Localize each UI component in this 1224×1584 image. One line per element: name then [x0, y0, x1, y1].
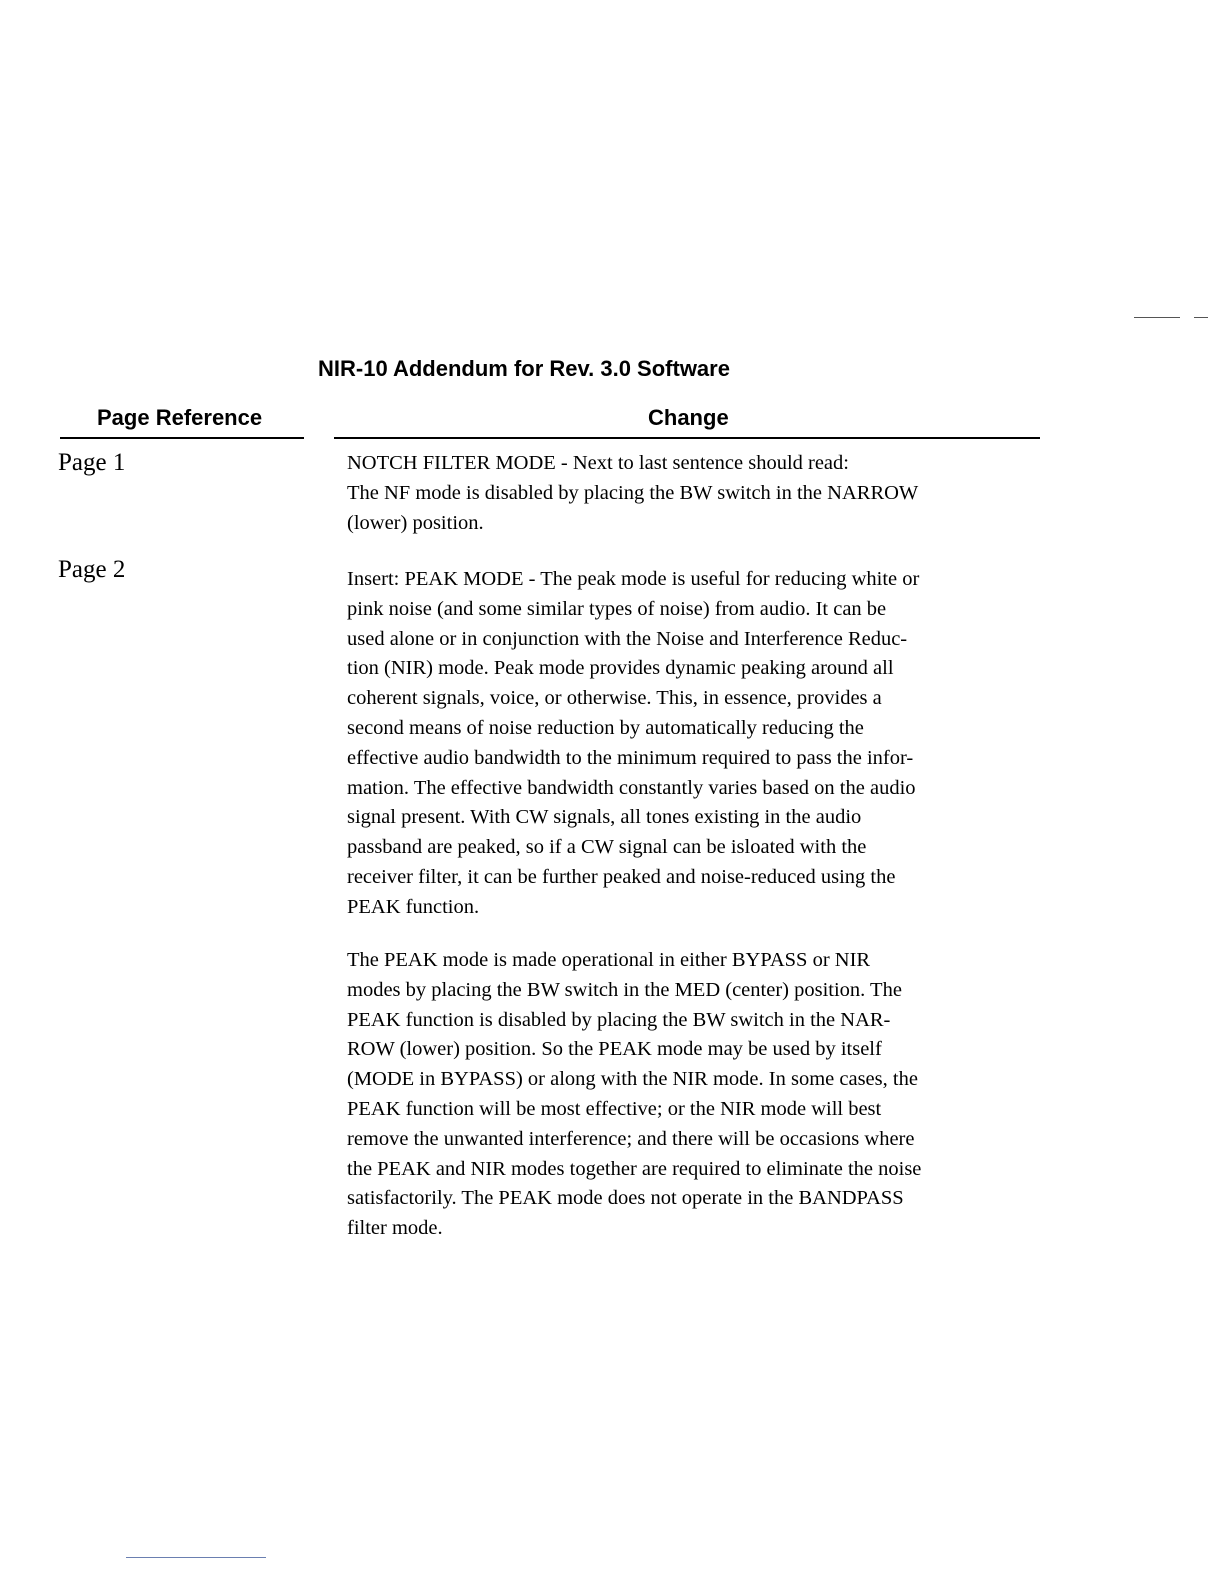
text-line: mation. The effective bandwidth constantly varies based on the audio [347, 776, 916, 799]
change-paragraph-notch-filter [347, 449, 918, 538]
header-rule-left [60, 437, 304, 439]
text-line: the PEAK and NIR modes together are required to eliminate the noise [347, 1157, 922, 1180]
text-line: PEAK function is disabled by placing the BW switch in the NAR- [347, 1008, 891, 1031]
text-line: PEAK function will be most effective; or the NIR mode will best [347, 1097, 882, 1120]
text-line: Insert: PEAK MODE - The peak mode is useful for reducing white or [347, 568, 920, 590]
text-line: (lower) position. [347, 511, 484, 534]
text-line: (MODE in BYPASS) or along with the NIR mode. In some cases, the [347, 1068, 918, 1091]
header-rule-right [334, 437, 1040, 439]
text-line: receiver filter, it can be further peaked and noise-reduced using the [347, 865, 896, 888]
page-reference-1: Page 1 [58, 449, 126, 476]
change-paragraph-peak-mode-insert [347, 565, 919, 923]
text-line: tion (NIR) mode. Peak mode provides dynamic peaking around all [347, 657, 894, 680]
document-title: NIR-10 Addendum for Rev. 3.0 Software [318, 356, 730, 381]
column-header-change: Change [648, 405, 729, 430]
text-line: The PEAK mode is made operational in either BYPASS or NIR [347, 949, 871, 971]
column-header-page-reference: Page Reference [97, 405, 263, 430]
text-line: coherent signals, voice, or otherwise. This, in essence, provides a [347, 687, 882, 710]
margin-mark [1194, 317, 1208, 318]
text-line: used alone or in conjunction with the Noise and Interference Reduc- [347, 627, 908, 650]
text-line: satisfactorily. The PEAK mode does not operate in the BANDPASS [347, 1187, 904, 1210]
text-line: NOTCH FILTER MODE - Next to last sentence should read: [347, 452, 849, 474]
text-line: The NF mode is disabled by placing the BW switch in the NARROW [347, 481, 919, 504]
text-line: modes by placing the BW switch in the MED (center) position. The [347, 978, 902, 1001]
text-line: effective audio bandwidth to the minimum required to pass the infor- [347, 746, 914, 769]
text-line: ROW (lower) position. So the PEAK mode may be used by itself [347, 1038, 882, 1061]
footer-rule [126, 1557, 266, 1558]
change-paragraph-peak-mode-operation [347, 946, 921, 1244]
text-line: PEAK function. [347, 895, 480, 918]
text-line: second means of noise reduction by automatically reducing the [347, 716, 864, 739]
text-line: pink noise (and some similar types of noise) from audio. It can be [347, 597, 887, 620]
text-line: filter mode. [347, 1217, 443, 1240]
margin-mark [1134, 317, 1180, 318]
text-line: signal present. With CW signals, all tones existing in the audio [347, 806, 862, 829]
text-line: remove the unwanted interference; and there will be occasions where [347, 1127, 915, 1150]
page-reference-2: Page 2 [58, 556, 126, 583]
text-line: passband are peaked, so if a CW signal can be isloated with the [347, 836, 867, 859]
